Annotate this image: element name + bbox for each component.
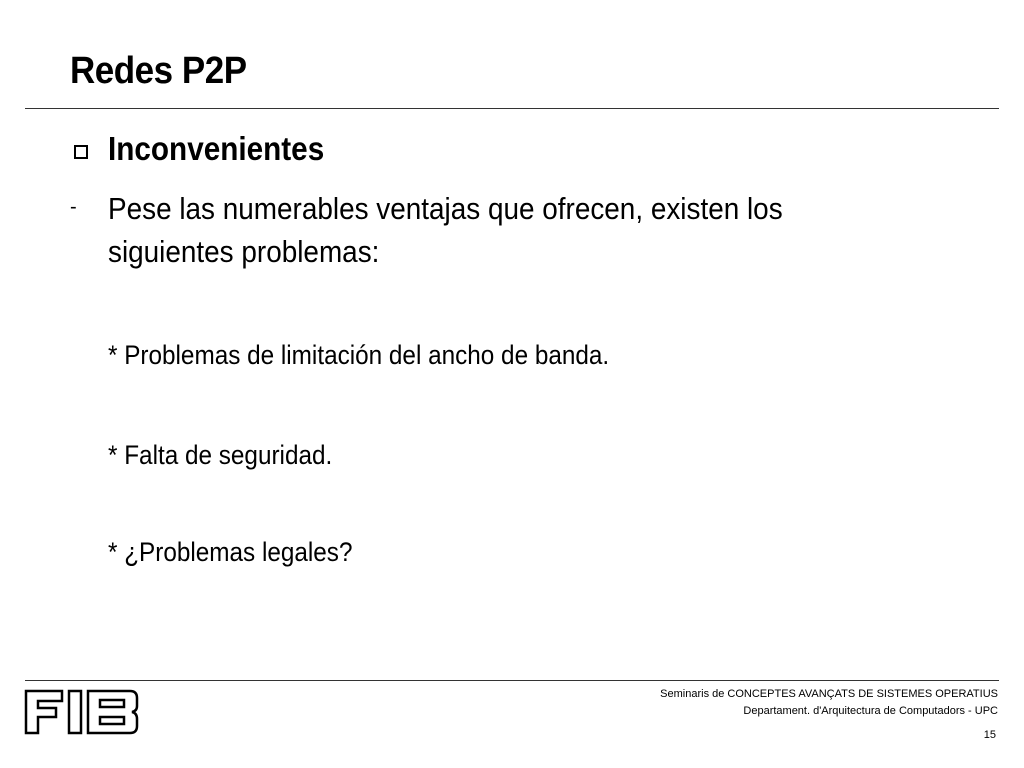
title-divider <box>25 108 999 109</box>
page-number: 15 <box>983 729 996 741</box>
footer-divider <box>25 680 999 681</box>
dash-bullet: - <box>70 196 77 218</box>
problem-item-legal: * ¿Problemas legales? <box>108 537 353 567</box>
hollow-square-bullet-icon <box>74 145 88 159</box>
intro-paragraph: Pese las numerables ventajas que ofrecen, existen los siguientes problemas: <box>108 191 783 269</box>
slide-title: Redes P2P <box>70 50 247 92</box>
footer-department: Departament. d'Arquitectura de Computadors - UPC <box>743 705 998 717</box>
section-heading: Inconvenientes <box>108 130 325 167</box>
problem-item-bandwidth: * Problemas de limitación del ancho de banda. <box>108 340 610 370</box>
footer-course: Seminaris de CONCEPTES AVANÇATS DE SISTEMES OPERATIUS <box>660 688 998 700</box>
problem-item-security: * Falta de seguridad. <box>108 440 333 470</box>
fib-logo <box>24 689 140 735</box>
